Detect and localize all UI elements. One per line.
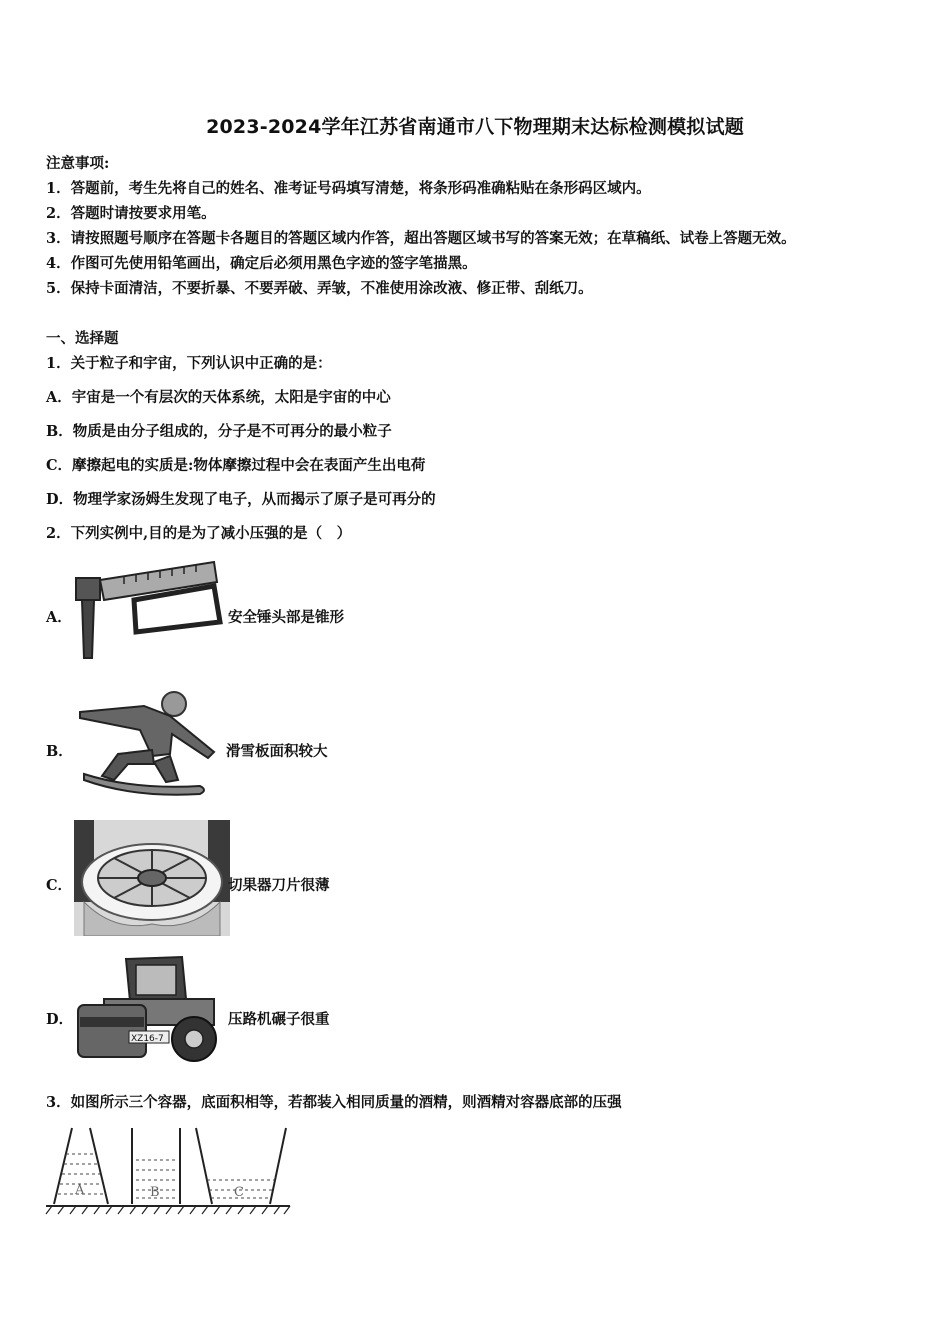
page-title: 2023-2024学年江苏省南通市八下物理期末达标检测模拟试题 (206, 116, 744, 138)
question-1-option-a: A．宇宙是一个有层次的天体系统，太阳是宇宙的中心 (46, 389, 391, 406)
notice-item: 2．答题时请按要求用笔。 (46, 205, 216, 222)
question-2-option-c (46, 820, 446, 938)
option-letter: B． (46, 743, 73, 760)
option-letter: D． (46, 1011, 74, 1028)
roller-plate: XZ16-7 (131, 1034, 164, 1044)
question-2-stem: 2．下列实例中,目的是为了减小压强的是（ ） (46, 525, 352, 542)
option-text: 滑雪板面积较大 (226, 743, 328, 760)
notice-heading: 注意事项: (46, 155, 110, 172)
option-letter: A． (46, 609, 72, 626)
container-label-c: C (234, 1185, 244, 1200)
notice-item: 4．作图可先使用铅笔画出，确定后必须用黑色字迹的签字笔描黑。 (46, 255, 477, 272)
section-heading: 一、选择题 (46, 330, 119, 347)
notice-item: 5．保持卡面清洁，不要折暴、不要弄破、弄皱，不准使用涂改液、修正带、刮纸刀。 (46, 280, 593, 297)
safety-hammer-icon (74, 560, 224, 660)
question-2-option-b (46, 690, 446, 800)
option-letter: C． (46, 877, 73, 894)
question-3-stem: 3．如图所示三个容器，底面积相等，若都装入相同质量的酒精，则酒精对容器底部的压强 (46, 1094, 622, 1111)
question-1-stem: 1．关于粒子和宇宙，下列认识中正确的是： (46, 355, 332, 372)
option-text: 安全锤头部是锥形 (228, 609, 344, 626)
notice-item: 3．请按照题号顺序在答题卡各题目的答题区域内作答，超出答题区域书写的答案无效；在草稿纸、试卷上答题无效。 (46, 230, 796, 247)
option-text: 切果器刀片很薄 (228, 877, 330, 894)
question-1-option-d: D．物理学家汤姆生发现了电子，从而揭示了原子是可再分的 (46, 491, 436, 508)
containers-figure (44, 1124, 294, 1220)
question-2-option-d (46, 955, 446, 1065)
snowboarder-icon (74, 690, 224, 800)
container-label-a: A (75, 1183, 85, 1198)
container-label-b: B (150, 1185, 160, 1200)
option-text: 压路机碾子很重 (228, 1011, 330, 1028)
question-2-option-a (46, 560, 446, 660)
road-roller-icon (74, 955, 226, 1065)
question-1-option-b: B．物质是由分子组成的，分子是不可再分的最小粒子 (46, 423, 392, 440)
notice-item: 1．答题前，考生先将自己的姓名、准考证号码填写清楚，将条形码准确粘贴在条形码区域内。 (46, 180, 651, 197)
fruit-cutter-icon (74, 820, 230, 936)
question-1-option-c: C．摩擦起电的实质是:物体摩擦过程中会在表面产生出电荷 (46, 457, 426, 474)
